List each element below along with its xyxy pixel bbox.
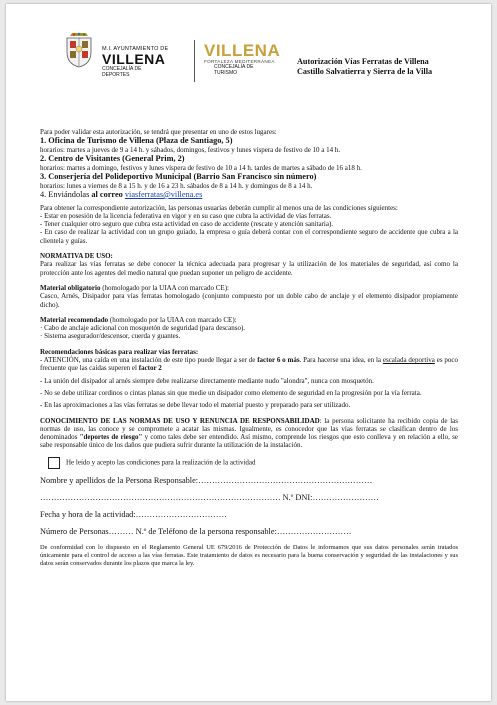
villena-logo — [204, 42, 280, 76]
recomendacion-item: - ATENCIÓN, una caída en una instalación de este tipo puede llegar a ser de factor 6 o más. Para hacerse una idea, en la escalada deportiva es poco frecuente que las caídas superen el factor 2 — [40, 356, 458, 373]
material-obligatorio-heading: Material obligatorio (homologado por la UIAA con marcado CE): — [40, 283, 229, 292]
material-recomendado-heading: Material recomendado (homologado por la UIAA con marcado CE): — [40, 315, 237, 324]
recomendacion-item: - La unión del disipador al arnés siempre debe realizarse directamente mediante nudo "alondra", nunca con mosquetón. — [40, 376, 374, 385]
email-link[interactable]: viasferratas@villena.es — [124, 189, 203, 199]
recomendacion-item: - En las aproximaciones a las vías ferratas se debe llevar todo el material puesto y preparado para ser utilizado. — [40, 401, 351, 410]
concejalia-turismo-line2: TURISMO — [214, 70, 238, 76]
ayuntamiento-name: VILLENA — [102, 51, 166, 67]
concejalia-deportes-line1: CONCEJALÍA DE — [102, 66, 142, 72]
place-1-hours: horarios: martes a jueves de 9 a 14 h. y sábados, domingos, festivos y lunes víspera de festivo de 10 a 14 h. — [40, 145, 341, 154]
place-3-hours: horarios: lunes a viernes de 8 a 15 h. y de 16 a 23 h. sábados de 8 a 14 h. y domingos de 8 a 14 h. — [40, 181, 313, 190]
concejalia-turismo-line1: CONCEJALÍA DE — [214, 64, 254, 70]
data-protection-footer: De conformidad con lo dispuesto en el Reglamento General UE 679/2016 de Protección de Datos le informamos que sus datos personales serán tratados únicamente para el control de acceso a las vías ferratas. Este tratamiento de datos es necesario para la buena conservación y seguridad de las instalaciones y sus datos serán conservados durante los plazos que marca la ley. — [40, 543, 458, 567]
material-recomendado-item: · Sistema asegurador/descensor, cuerda y guantes. — [40, 332, 181, 341]
place-3-name: 3. Conserjería del Polideportivo Municipal (Barrio San Francisco sin número) — [40, 172, 317, 182]
accept-checkbox[interactable] — [48, 457, 60, 469]
document-title — [297, 57, 432, 77]
persons-phone-field[interactable]: Número de Personas……… N.º de Teléfono de la persona responsable:……………………… — [40, 526, 352, 536]
conocimiento-paragraph: CONOCIMIENTO DE LAS NORMAS DE USO Y RENUNCIA DE RESPONSABILIDAD: la persona solicitante ha recibido copia de las normas de uso, las conoce y se compromete a acatar las mismas. Igualmente, es conocedor que las vías ferratas se clasifican dentro de los denominados "deportes de riesgo" y como tales debe ser entendido. Así mismo, comprende los riesgos que esto conlleva y en relación a ello, se sabe responsable único de los daños que pudiera sufrir durante la utilización de la instalación. — [40, 416, 459, 450]
ayuntamiento-logo — [102, 46, 168, 78]
place-1-name: 1. Oficina de Turismo de Villena (Plaza de Santiago, 5) — [40, 136, 233, 146]
recomendacion-item: - No se debe utilizar cordinos o cintas planas sin que medie un disipador como elemento de seguridad en la progresión por la vía ferrata. — [40, 388, 422, 397]
place-2-hours: horarios: martes a domingo, festivos y lunes víspera de festivo de 10 a 14 h. tardes de martes a sábado de 16 a18 h. — [40, 163, 362, 172]
title-line2: Castillo Salvatierra y Sierra de la Villa — [297, 67, 433, 76]
intro-text: Para poder validar esta autorización, se tendrá que presentar en uno de estos lugares: — [40, 128, 277, 136]
dni-field[interactable]: …………………………………………………………………………… N.º DNI:…………………… — [40, 492, 379, 502]
normativa-title: NORMATIVA DE USO: — [40, 252, 113, 261]
ayuntamiento-label: M.I. AYUNTAMIENTO DE — [102, 46, 169, 52]
material-obligatorio-text: Casco, Arnés, Disipador para vías ferratas homologado (conjunto compuesto por un doble cabo de anclaje y el elemento disipador propiamente dicho). — [40, 292, 458, 309]
title-line1: Autorización Vías Ferratas de Villena — [297, 57, 429, 66]
place-2-name: 2. Centro de Visitantes (General Prim, 2) — [40, 154, 185, 164]
normativa-text: Para realizar las vías ferratas se debe conocer la técnica adecuada para progresar y la utilización de los materiales de seguridad, así como la protección ante los agentes del medio natural que puedan suponer un peligro de accidente. — [40, 260, 458, 277]
concejalia-deportes-line2: DEPORTES — [102, 72, 130, 78]
villena-tagline: FORTALEZA MEDITERRÁNEA — [204, 59, 275, 64]
villena-logo-text: VILLENA — [204, 41, 281, 60]
accept-label: He leído y acepto las condiciones para la realización de la actividad — [66, 458, 256, 467]
coat-of-arms-logo — [64, 32, 94, 68]
date-field[interactable]: Fecha y hora de la actividad:…………………………… — [40, 509, 227, 519]
name-field[interactable]: Nombre y apellidos de la Persona Responsable:……………………………………………………… — [40, 475, 373, 485]
condition-item: - Estar en posesión de la licencia federativa en vigor y en su caso que cubra la actividad de vías ferratas. — [40, 211, 332, 220]
recomendaciones-title: Recomendaciones básicas para realizar vías ferratas: — [40, 347, 199, 356]
condition-item: - Tener cualquier otro seguro que cubra esta actividad en caso de accidente (rescate y atención sanitaria). — [40, 220, 334, 229]
header-divider — [194, 40, 195, 82]
condition-item: - En caso de realizar la actividad con un grupo guiado, la empresa o guía deberá contar con el correspondiente seguro de accidente que cubra a la clientela y guías. — [40, 228, 458, 245]
conditions-intro: Para obtener la correspondiente autorización, las personas usuarias deberán cumplir al menos una de las condiciones siguientes: — [40, 203, 398, 212]
material-recomendado-item: · Cabo de anclaje adicional con mosquetón de seguridad (para descanso). — [40, 324, 246, 333]
email-line: 4. Enviándolas al correo viasferratas@villena.es — [40, 189, 203, 199]
accept-conditions-row[interactable] — [48, 457, 458, 469]
document-body — [40, 128, 458, 568]
